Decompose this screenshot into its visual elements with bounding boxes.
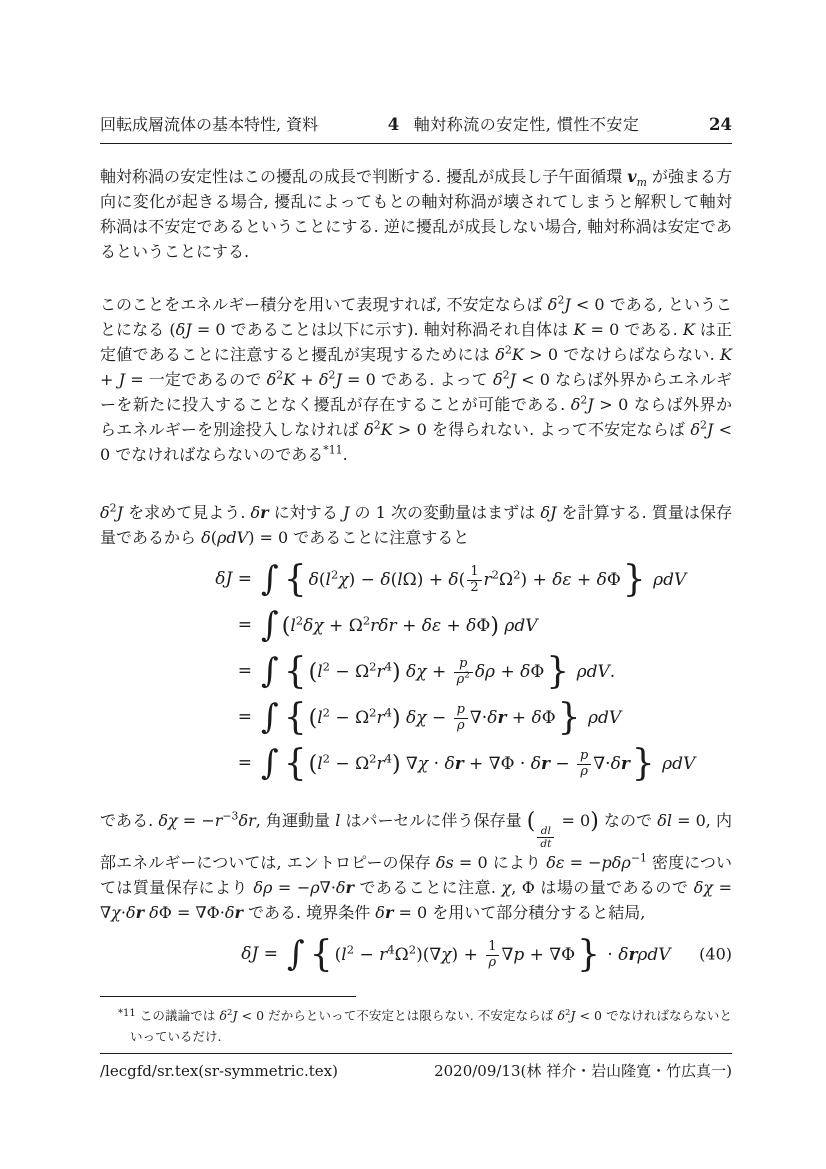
footnote [100,1003,732,1047]
body-paragraph-4: である. $\delta\chi = -r^{-3}\delta r$, 角運動量 l はパーセルに伴う保存量 ( $\frac{dl}{dt}$ = 0) なので δl = 0, 内部エネルギーについては, エントロピーの保存 δs = 0 により δε = −pδρ$^{-1}$ 密度については質量保存により δρ = −ρ∇·δr であることに注意. χ, Φ は場の量であるので δχ = ∇χ·δr δΦ = ∇Φ·δr である. 境界条件 δr = 0 を用いて部分積分すると結局, [100,809,733,923]
section-number: 4 [387,115,400,134]
body-paragraph-3: $\delta^2J$ を求めて見よう. δr に対する J の 1 次の変動量はまずは δJ を計算する. 質量は保存量であるから δ(ρdV) = 0 であることに注意すると [100,501,732,547]
footnote-text: この議論では $\delta^2J < 0$ だからといって不安定とは限らない. 不安定ならば $\delta^2J < 0$ でなければならないといっているだけ. [130,1007,732,1044]
equation-rhs: ∫ { $(l^2 - r^4\Omega^2)(\nabla\chi)$ + $\frac{1}{\rho}$ ∇p + ∇Φ} · δrρdV [287,934,671,975]
equation-lhs: = [237,753,252,773]
equation-rhs: ∫ { $\delta(l^2\chi) - \delta(l\Omega) + \delta$( $\frac{1}{2}$ $r^2\Omega^2) + \delta\varepsilon + \delta\Phi$} ρdV [261,559,687,600]
equation-lhs: = [237,707,252,727]
equation-line-4 [200,694,732,740]
section-heading [388,112,640,135]
equation-line-5 [200,740,732,786]
equation-number: (40) [699,944,732,964]
equation-line-2 [200,602,732,648]
footer-source-path: /lecgfd/sr.tex(sr-symmetric.tex) [100,1062,338,1080]
footer-date-authors: 2020/09/13(林 祥介・岩山隆寛・竹広真一) [434,1062,732,1080]
header-rule [100,143,732,144]
page-footer [100,1060,732,1081]
equation-lhs: = [237,661,252,681]
equation-block [100,556,732,786]
section-title: 軸対称流の安定性, 慣性不安定 [413,115,640,134]
equation-rhs: ∫ {$(l^2 - \Omega^2r^4) \delta\chi$ − $\frac{p}{\rho}$ ∇·δr + δΦ} ρdV [261,697,622,738]
equation-lhs: δJ = [215,569,252,589]
footer-rule [100,1053,732,1054]
footnote-marker: *11 [118,1008,136,1019]
footnote-rule [100,996,356,997]
equation-line-1 [200,556,732,602]
equation-rhs: ∫ {$(l^2 - \Omega^2r^4) \nabla\chi \cdot \delta r + \nabla\Phi \cdot \delta r$ − $\frac{p}{\rho}$ ∇·δr} ρdV [261,743,696,784]
page-number: 24 [709,115,732,134]
equation-40 [100,930,732,978]
equation-rhs: ∫ $(l^2\delta\chi + \Omega^2r\delta r + \delta\varepsilon + \delta\Phi)$ ρdV [261,605,538,645]
body-paragraph-2: このことをエネルギー積分を用いて表現すれば, 不安定ならば $\delta^2J < 0$ である, ということになる (δJ = 0 であることは以下に示す). 軸対称渦それ自体は K = 0 である. K は正定値であることに注意すると擾乱が実現するためには $\delta^2K > 0$ でなけらばならない. K + J = 一定であるので $\delta^2K + \delta^2J = 0$ である. よって $\delta^2J < 0$ ならば外界からエネルギーを新たに投入することなく擾乱が存在することが可能である. $\delta^2J > 0$ ならば外界からエネルギーを別途投入しなければ $\delta^2K > 0$ を得られない. よって不安定ならば $\delta^2J < 0$ でなければならないのである$^{*11}$. [100,293,732,464]
equation-lhs: = [237,615,252,635]
equation-rhs: ∫ {$(l^2 - \Omega^2r^4) \delta\chi$ + $\frac{p}{\rho^2}$ δρ + δΦ} ρdV. [261,651,616,692]
running-title: 回転成層流体の基本特性, 資料 [100,115,319,134]
page-header [100,112,732,135]
body-paragraph-1: 軸対称渦の安定性はこの擾乱の成長で判断する. 擾乱が成長し子午面循環 $v_m$ が強まる方向に変化が起きる場合, 擾乱によってもとの軸対称渦が壊されてしまうと解釈して軸対称渦は不安定であるということにする. 逆に擾乱が成長しない場合, 軸対称渦は安定であるということにする. [100,167,732,261]
equation-line-3 [200,648,732,694]
equation-lhs: δJ = [241,944,278,964]
